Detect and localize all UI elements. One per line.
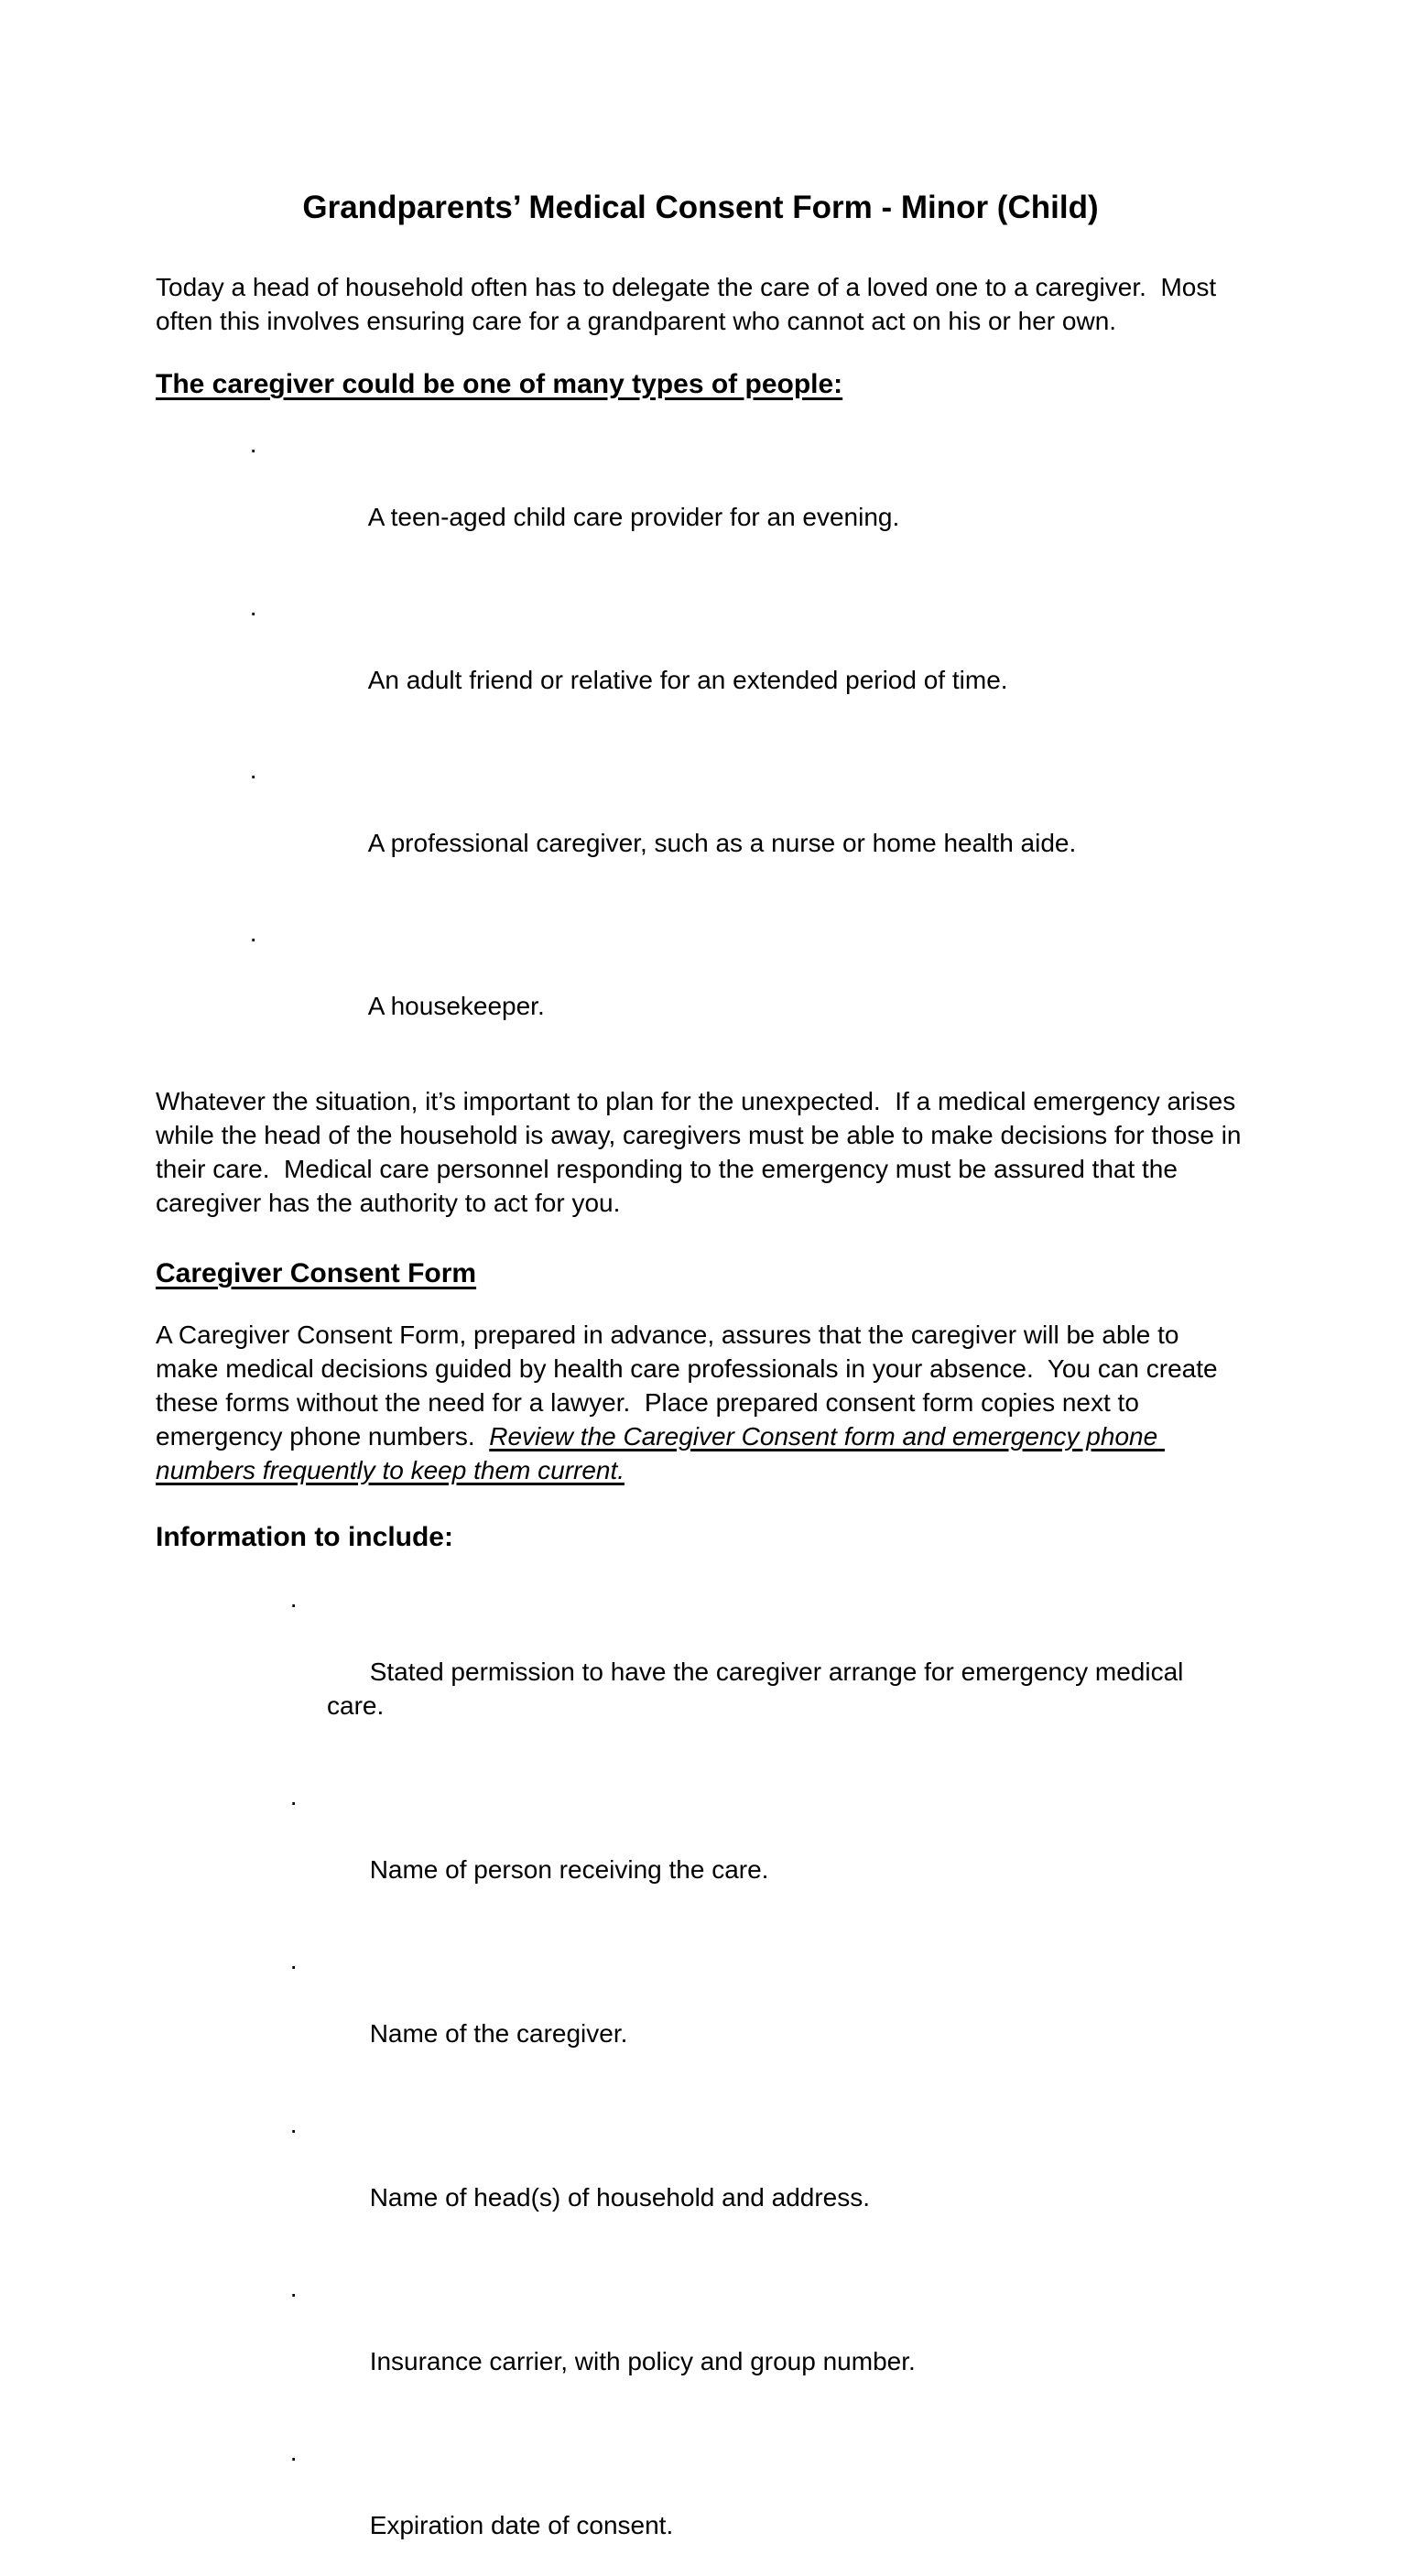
section-heading-information: Information to include:: [156, 1522, 453, 1552]
list-item: [156, 2113, 1245, 2248]
list-item: [156, 1949, 1245, 2084]
list-item-text: Expiration date of consent.: [369, 2511, 674, 2539]
list-item: [156, 432, 1245, 568]
bullet-icon: ·: [289, 1788, 299, 1816]
section-heading-consent-form: Caregiver Consent Form: [156, 1258, 477, 1288]
bullet-icon: ·: [289, 1951, 299, 1980]
list-item-text: A professional caregiver, such as a nurse or home health aide.: [367, 829, 1077, 857]
section-heading-caregiver-types: The caregiver could be one of many types of people:: [156, 369, 843, 399]
list-item: [156, 595, 1245, 731]
bullet-icon: ·: [249, 435, 258, 463]
list-item-text: An adult friend or relative for an extended period of time.: [367, 666, 1008, 694]
list-item: [156, 921, 1245, 1057]
list-item-text: Insurance carrier, with policy and group number.: [369, 2347, 916, 2375]
list-item-text: Stated permission to have the caregiver arrange for emergency medical care.: [327, 1658, 1191, 1720]
list-item-text: A teen-aged child care provider for an evening.: [367, 503, 900, 531]
bullet-icon: ·: [289, 1590, 299, 1618]
bullet-icon: ·: [289, 2279, 299, 2308]
bullet-icon: ·: [289, 2443, 299, 2472]
list-item-text: Name of head(s) of household and address.: [369, 2183, 871, 2212]
bullet-icon: ·: [249, 924, 258, 952]
consent-form-paragraph: [156, 1318, 1245, 1487]
list-item-text: Name of person receiving the care.: [369, 1855, 769, 1884]
intro-paragraph: Today a head of household often has to delegate the care of a loved one to a caregiver. Most often this involves ensuring care for a grandparent who cannot act on his or her own.: [156, 273, 1223, 335]
bullet-icon: ·: [289, 2115, 299, 2144]
bullet-icon: ·: [249, 598, 258, 626]
caregiver-types-list: [156, 432, 1245, 1057]
list-item-text: A housekeeper.: [367, 992, 545, 1020]
bullet-icon: ·: [249, 761, 258, 789]
document-title: Grandparents’ Medical Consent Form - Minor (Child): [302, 190, 1099, 225]
list-item: [156, 1587, 1245, 1756]
plan-paragraph: Whatever the situation, it’s important to plan for the unexpected. If a medical emergency arises while the head of the household is away, caregivers must be able to make decisions for those in their care. Medical care personnel responding to the emergency must be assured that the caregiver has the authority to act for you.: [156, 1087, 1249, 1217]
consent-form-emphasis: Review the Caregiver Consent form and emergency phone numbers frequently to keep them current.: [156, 1422, 1165, 1484]
list-item: [156, 1785, 1245, 1920]
information-list: [156, 1587, 1245, 2576]
consent-form-text: A Caregiver Consent Form, prepared in advance, assures that the caregiver will be able to make medical decisions guided by health care professionals in your absence. You can create these forms without the need for a lawyer. Place prepared consent form copies next to emergency phone numbers.: [156, 1321, 1225, 1451]
list-item: [156, 758, 1245, 894]
list-item: [156, 2277, 1245, 2412]
list-item: [156, 2440, 1245, 2576]
list-item-text: Name of the caregiver.: [369, 2019, 628, 2048]
